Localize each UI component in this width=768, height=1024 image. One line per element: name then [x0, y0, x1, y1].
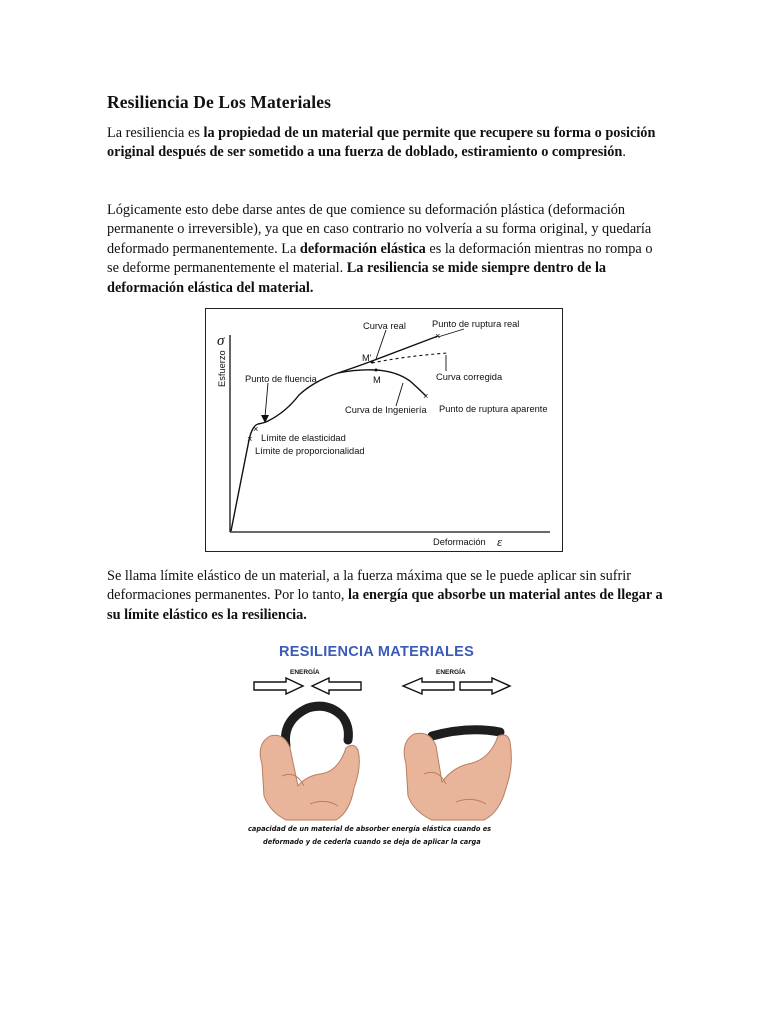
y-axis-label: Esfuerzo	[217, 350, 227, 387]
m-point	[375, 369, 378, 372]
corrected-curve	[372, 353, 448, 363]
punto-fluencia-label: Punto de fluencia	[245, 374, 317, 384]
rupture-real-marker: ×	[435, 331, 441, 341]
caption-line-1: capacidad de un material de absorber energía elástica cuando es	[248, 825, 492, 833]
stretched-band	[432, 730, 500, 736]
proportional-limit-marker: ×	[247, 434, 253, 444]
paragraph-bold-text: La resiliencia se mide siempre dentro de la deformación elástica del material.	[107, 260, 607, 296]
elastic-limit-marker: ×	[253, 424, 259, 434]
sigma-symbol: σ	[217, 333, 225, 349]
bent-band	[285, 706, 348, 746]
hand-bending-band	[260, 706, 359, 820]
arrow-left-icon	[403, 678, 454, 694]
energy-label-left: ENERGÍA	[290, 669, 320, 676]
resilience-figure-title: RESILIENCIA MATERIALES	[279, 644, 475, 660]
energy-label-right: ENERGÍA	[436, 669, 466, 676]
paragraph-definition	[107, 124, 663, 163]
paragraph-text: La resiliencia es	[107, 125, 204, 141]
paragraph-bold-text: deformación elástica	[299, 240, 426, 257]
hand-stretching-band	[404, 730, 511, 820]
punto-ruptura-real-label: Punto de ruptura real	[432, 319, 520, 329]
paragraph-text: Lógicamente esto debe darse antes de que comience su deformación plástica (deformación permanente o irreversible), ya que en caso contrario no volvería a su forma original, y quedaría deformado permanentemente. La	[107, 202, 652, 257]
stress-strain-svg	[206, 309, 562, 551]
curva-corregida-label: Curva corregida	[436, 372, 503, 382]
paragraph-elastic-deformation	[107, 201, 663, 298]
paragraph-text: es la deformación mientras no rompa o se deforme permanentemente el material.	[107, 240, 653, 277]
real-curve	[338, 336, 438, 373]
paragraph-text: .	[622, 144, 626, 161]
fluencia-pointer	[265, 383, 268, 417]
punto-ruptura-aparente-label: Punto de ruptura aparente	[439, 404, 548, 414]
curva-real-label: Curva real	[363, 321, 406, 331]
epsilon-symbol: ε	[497, 534, 503, 549]
paragraph-text: Se llama límite elástico de un material, a la fuerza máxima que se le puede aplicar sin sufrir deformaciones permanentes. Por lo tanto,	[107, 568, 632, 604]
ruptura-real-pointer	[438, 329, 464, 337]
paragraph-elastic-limit	[107, 567, 663, 625]
arrow-right-icon	[460, 678, 510, 694]
resilience-illustration	[246, 636, 520, 856]
m-label: M	[373, 375, 381, 385]
paragraph-bold-text: la propiedad de un material que permite que recupere su forma o posición original después de ser sometido a una fuerza de doblado, estiramiento o compresión	[107, 125, 656, 161]
curva-ingenieria-pointer	[396, 383, 403, 406]
document-title: Resiliencia De Los Materiales	[107, 92, 332, 112]
paragraph-bold-text: la energía que absorbe un material antes de llegar a su límite elástico es la resiliencia.	[107, 587, 663, 623]
curva-real-pointer	[376, 330, 386, 359]
rupture-apparent-marker: ×	[423, 391, 429, 401]
limite-elasticidad-label: Límite de elasticidad	[261, 433, 346, 443]
x-axis-label: Deformación	[433, 537, 486, 547]
curva-ingenieria-label: Curva de Ingeniería	[345, 405, 427, 415]
arrow-left-icon	[312, 678, 361, 694]
m-prime-label: M'	[362, 353, 372, 363]
stress-strain-diagram	[205, 308, 563, 552]
resilience-svg	[246, 636, 520, 856]
caption-line-2: deformado y de cederla cuando se deja de aplicar la carga	[263, 838, 481, 846]
limite-proporcionalidad-label: Límite de proporcionalidad	[255, 446, 365, 456]
hand-right	[404, 733, 511, 820]
hand-left	[260, 735, 359, 820]
arrow-right-icon	[254, 678, 303, 694]
